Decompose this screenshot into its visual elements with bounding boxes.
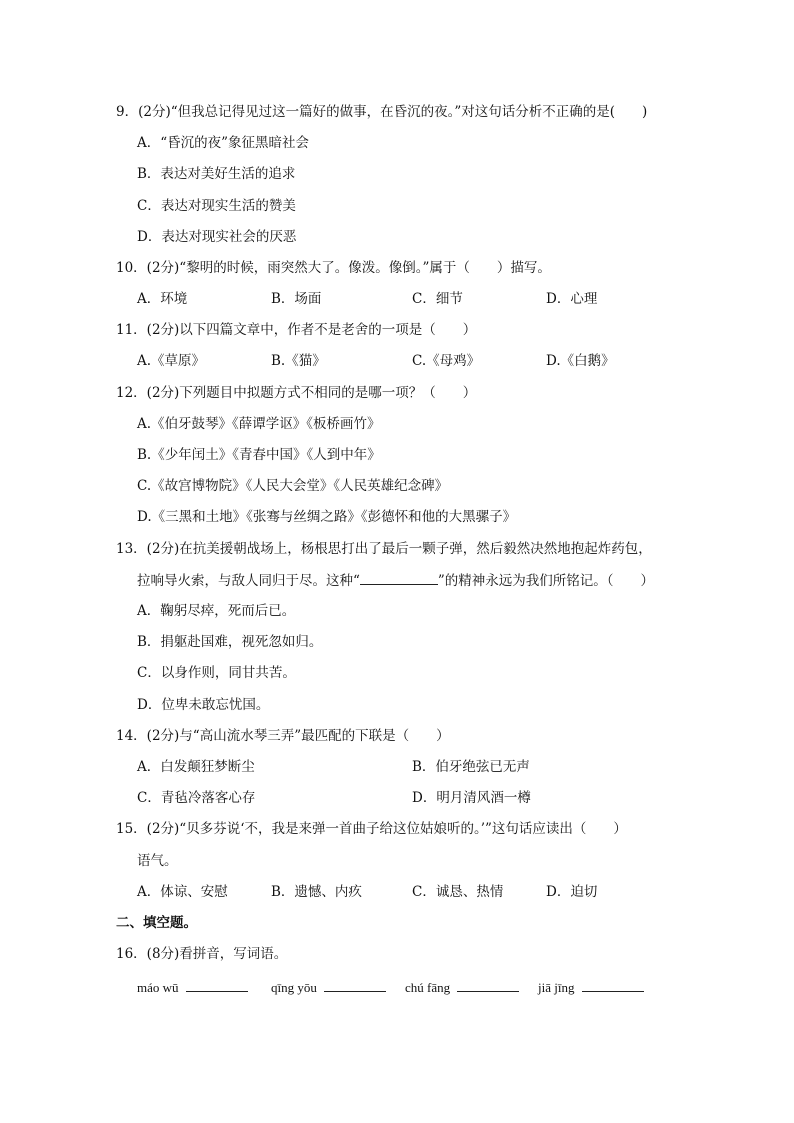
question-13-answer-blank[interactable]	[360, 570, 438, 585]
question-10-option-c: C．细节	[412, 291, 463, 307]
question-10-option-a: A．环境	[137, 291, 188, 307]
question-13-option-b: B．捐躯赴国难，视死忽如归。	[137, 634, 323, 650]
question-12-option-b: B.《少年闰土》《青春中国》《人到中年》	[137, 447, 381, 463]
pinyin-label-4: jiā jīng	[538, 980, 575, 995]
question-14-option-c: C．青毡冷落客心存	[137, 790, 256, 806]
question-10-option-b: B．场面	[271, 291, 322, 307]
question-15-option-a: A．体谅、安慰	[137, 884, 228, 900]
question-12-stem: 12．(2分)下列题目中拟题方式不相同的是哪一项？（ ）	[116, 385, 477, 401]
question-12-option-a: A.《伯牙鼓琴》《薛谭学讴》《板桥画竹》	[137, 416, 381, 432]
question-9-stem: 9．(2分)“但我总记得见过这一篇好的做事，在昏沉的夜。”对这句话分析不正确的是( )	[116, 104, 648, 120]
question-11-option-b: B.《猫》	[271, 353, 326, 369]
question-15-option-c: C．诚恳、热情	[412, 884, 504, 900]
pinyin-item-2	[271, 977, 386, 998]
question-9-option-a: A．“昏沉的夜”象征黑暗社会	[137, 135, 310, 151]
question-12-option-d: D.《三黑和土地》《张骞与丝绸之路》《彭德怀和他的大黑骡子》	[137, 509, 517, 525]
pinyin-item-4	[538, 977, 644, 998]
question-9-option-c: C．表达对现实生活的赞美	[137, 198, 296, 214]
pinyin-label-1: máo wū	[137, 980, 179, 995]
question-13-option-a: A．鞠躬尽瘁，死而后已。	[137, 603, 296, 619]
pinyin-answer-blank-2[interactable]	[324, 977, 386, 992]
pinyin-answer-blank-4[interactable]	[582, 977, 644, 992]
question-13-option-d: D．位卑未敢忘忧国。	[137, 697, 270, 713]
question-11-stem: 11．(2分)以下四篇文章中，作者不是老舍的一项是（ ）	[116, 322, 477, 338]
question-13-stem-line2	[137, 570, 654, 591]
question-9-option-d: D．表达对现实社会的厌恶	[137, 229, 297, 245]
question-11-option-d: D.《白鹅》	[546, 353, 615, 369]
pinyin-label-3: chú fāng	[405, 980, 451, 995]
question-12-option-c: C.《故宫博物院》《人民大会堂》《人民英雄纪念碑》	[137, 478, 449, 494]
section-title-fill-in: 二、填空题。	[116, 915, 197, 931]
question-11-option-c: C.《母鸡》	[412, 353, 481, 369]
pinyin-item-3	[405, 977, 519, 998]
question-11-option-a: A.《草原》	[137, 353, 206, 369]
question-14-option-a: A．白发颠狂梦断尘	[137, 759, 255, 775]
question-10-option-d: D．心理	[546, 291, 598, 307]
pinyin-answer-blank-3[interactable]	[457, 977, 519, 992]
question-9-option-b: B．表达对美好生活的追求	[137, 166, 296, 182]
question-16-stem: 16．(8分)看拼音，写词语。	[116, 946, 288, 962]
question-15-option-b: B．遗憾、内疚	[271, 884, 362, 900]
question-10-stem: 10．(2分)“黎明的时候，雨突然大了。像泼。像倒。”属于（ ）描写。	[116, 260, 551, 276]
question-14-option-d: D．明月清风酒一樽	[412, 790, 531, 806]
question-14-stem: 14．(2分)与“高山流水琴三弄”最匹配的下联是（ ）	[116, 728, 450, 744]
question-15-stem-line1: 15．(2分)“贝多芬说‘不，我是来弹一首曲子给这位姑娘听的。’”这句话应读出（ ）	[116, 821, 627, 837]
question-14-option-b: B．伯牙绝弦已无声	[412, 759, 530, 775]
question-13-stem-line1: 13．(2分)在抗美援朝战场上，杨根思打出了最后一颗子弹，然后毅然决然地抱起炸药包，	[116, 541, 652, 557]
question-13-stem-part-b: ”的精神永远为我们所铭记。（ ）	[437, 573, 655, 589]
question-15-stem-line2: 语气。	[137, 853, 178, 869]
pinyin-answer-blank-1[interactable]	[186, 977, 248, 992]
question-15-option-d: D．迫切	[546, 884, 598, 900]
pinyin-label-2: qīng yōu	[271, 980, 317, 995]
question-13-option-c: C．以身作则，同甘共苦。	[137, 665, 296, 681]
question-13-stem-part-a: 拉响导火索，与敌人同归于尽。这种“	[137, 573, 360, 589]
pinyin-item-1	[137, 977, 248, 998]
